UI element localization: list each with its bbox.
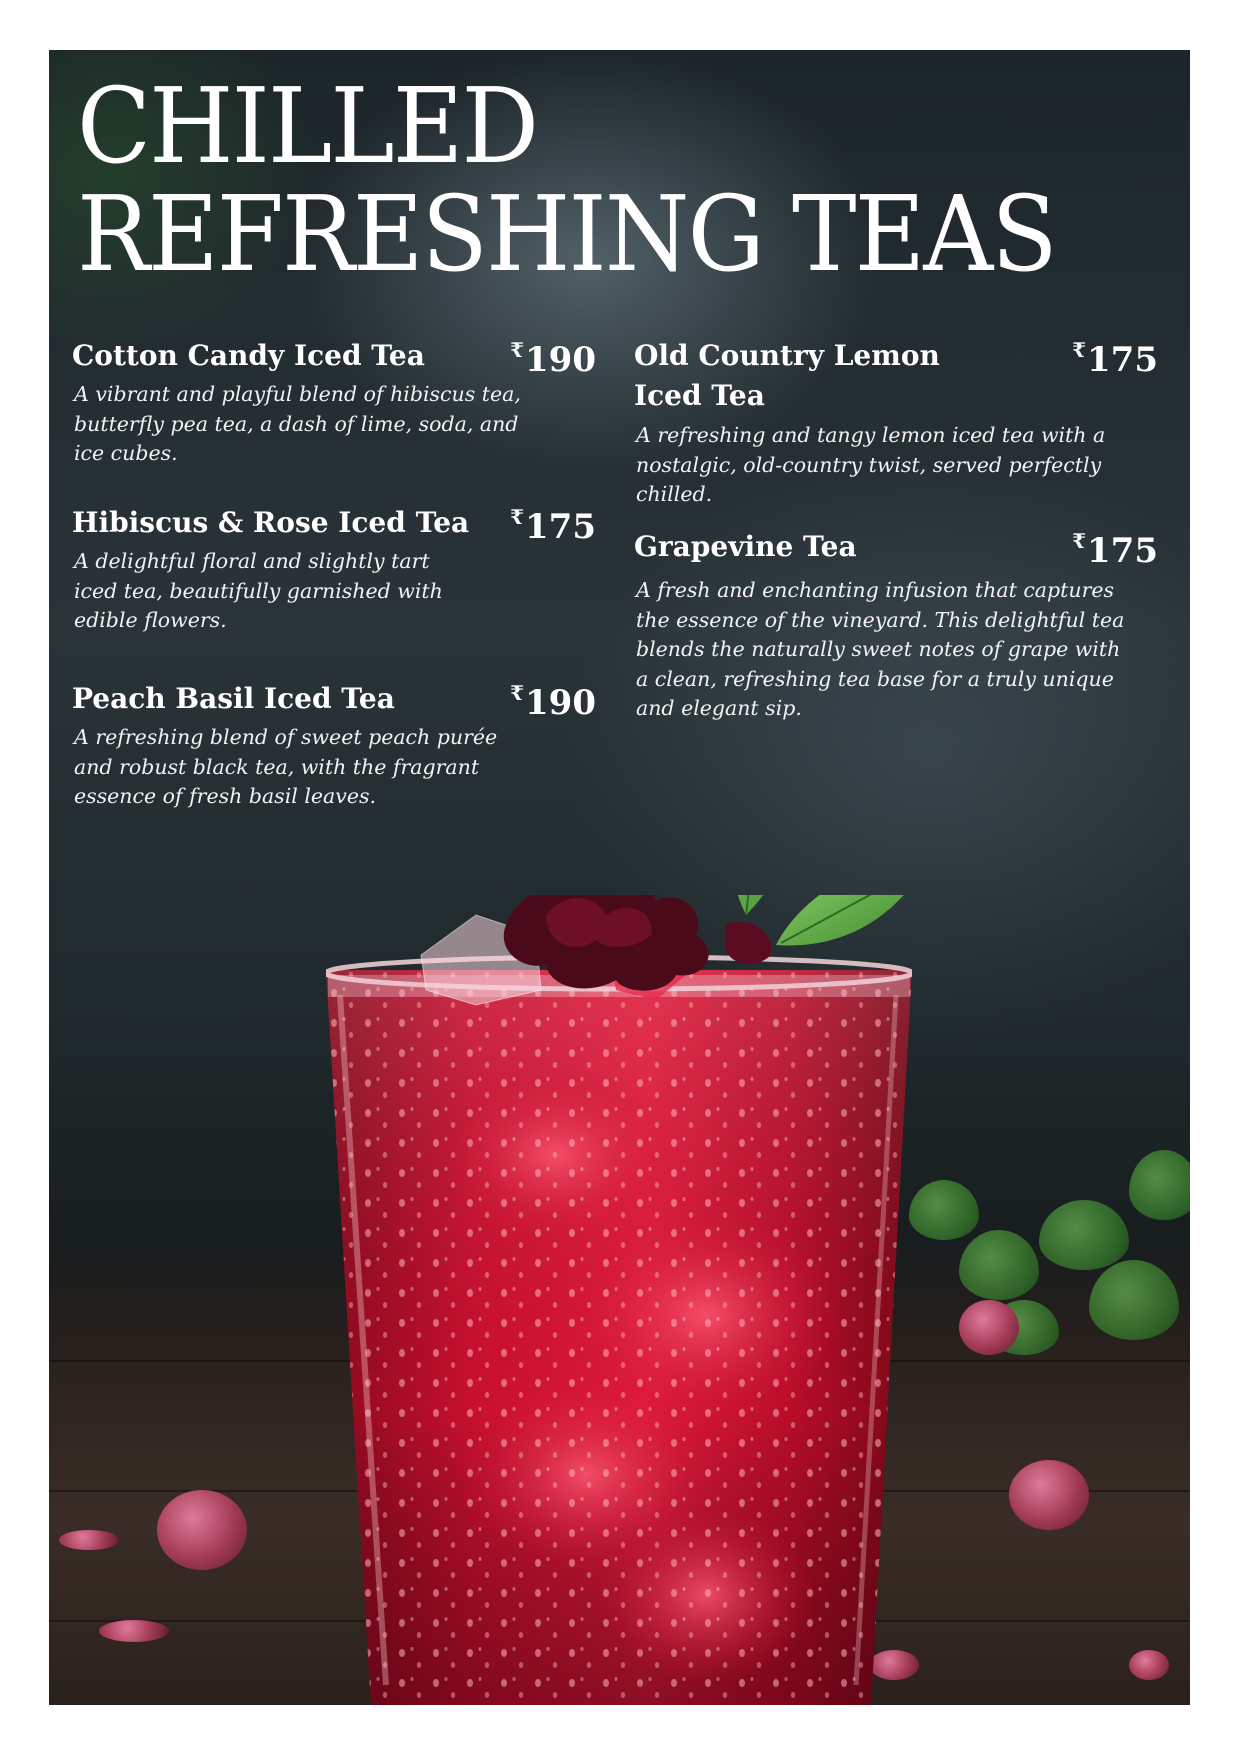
item-name: Grapevine Tea: [634, 530, 857, 563]
rupee-icon: ₹: [510, 338, 525, 362]
item-name: Peach Basil Iced Tea: [72, 682, 395, 715]
item-description: A fresh and enchanting infusion that captures the essence of the vineyard. This delightful tea blends the naturally sweet notes of grape with a clean, refreshing tea base for a truly unique and elegant sip.: [636, 578, 1125, 720]
menu-item-cotton-candy-iced-tea: [72, 336, 596, 466]
rose-petal: [99, 1620, 169, 1642]
item-description: A delightful floral and slightly tart iced tea, beautifully garnished with edible flowers.: [74, 549, 443, 632]
item-description: A refreshing blend of sweet peach purée and robust black tea, with the fragrant essence of fresh basil leaves.: [74, 725, 498, 808]
hibiscus-iced-tea-glass: [326, 895, 912, 1705]
item-price: ₹190: [510, 338, 596, 380]
item-price: ₹190: [510, 681, 596, 723]
menu-item-old-country-lemon-iced-tea: [634, 336, 1158, 506]
rose-petal: [59, 1530, 119, 1550]
item-description: A refreshing and tangy lemon iced tea with a nostalgic, old-country twist, served perfectly chilled.: [636, 423, 1106, 506]
mint-leaves-background: [909, 1180, 979, 1240]
rose-bud: [959, 1300, 1019, 1355]
item-description: A vibrant and playful blend of hibiscus tea, butterfly pea tea, a dash of lime, soda, and ice cubes.: [74, 382, 521, 465]
item-price: ₹175: [1072, 529, 1158, 571]
menu-item-hibiscus-rose-iced-tea: [72, 503, 596, 633]
item-name: Hibiscus & Rose Iced Tea: [72, 506, 470, 539]
item-price: ₹175: [1072, 338, 1158, 380]
rupee-icon: ₹: [1072, 338, 1087, 362]
rose-bud: [1009, 1460, 1089, 1530]
rose-petal: [1129, 1650, 1169, 1680]
menu-poster: [49, 50, 1190, 1705]
rupee-icon: ₹: [510, 681, 525, 705]
menu-item-peach-basil-iced-tea: [72, 679, 596, 809]
item-name: Cotton Candy Iced Tea: [72, 339, 425, 372]
rupee-icon: ₹: [510, 505, 525, 529]
item-name: Old Country Lemon Iced Tea: [634, 339, 940, 412]
rupee-icon: ₹: [1072, 529, 1087, 553]
menu-item-grapevine-tea: [634, 527, 1158, 727]
rose-bud: [157, 1490, 247, 1570]
menu-title: CHILLED REFRESHING TEAS: [77, 65, 1056, 295]
item-price: ₹175: [510, 505, 596, 547]
